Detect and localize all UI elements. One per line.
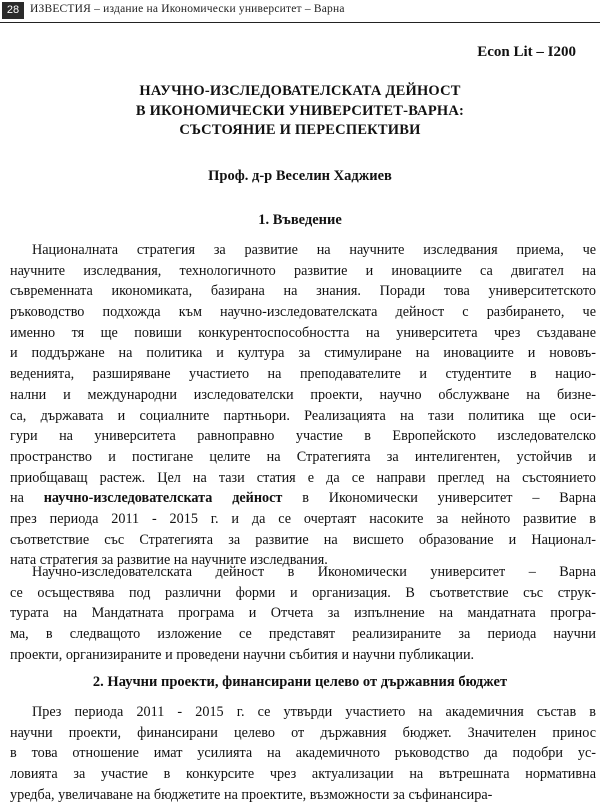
- section-heading-introduction: 1. Въведение: [258, 212, 342, 228]
- text-line: пространство и постигане целите на Стратегията за интелигентен, устойчив и: [10, 448, 596, 465]
- paragraph: [0, 240, 600, 571]
- text-line: нални и международни изследователски проекти, научно обслужване на бизне-: [10, 386, 596, 403]
- text-line: ма, в следващото изложение се представят реализираните за периода научни: [10, 626, 596, 643]
- text-line: именно тя ще повиши конкурентоспособността на университета чрез създаване: [10, 324, 596, 341]
- text-line: са, държавата и социалните партньори. Реализацията на тази политика ще оси-: [10, 407, 596, 424]
- section-heading-state-funded-projects: 2. Научни проекти, финансирани целево от държавния бюджет: [92, 674, 508, 690]
- text-line: Националната стратегия за развитие на научните изследвания приема, че: [32, 242, 596, 258]
- running-title: ИЗВЕСТИЯ – издание на Икономически университет – Варна: [30, 3, 345, 15]
- text-line: в това отношение имат усилията на академичното ръководство да подобри ус-: [10, 745, 596, 762]
- text-line: През периода 2011 - 2015 г. се утвърди участието на академичния състав в: [32, 704, 596, 720]
- text-line: научни проекти, финансирани целево от държавния бюджет. Значителен принос: [10, 724, 596, 741]
- text-line: турата на Мандатната програма и Отчета за изпълнение на мандатната програ-: [10, 605, 596, 622]
- author-name: Проф. д-р Веселин Хаджиев: [208, 168, 392, 184]
- text-line: ръководство подхожда към научно-изследователската дейност с разбирането, че: [10, 304, 596, 321]
- text-line: веденията, разширяване участието на преподавателите и студентите в нацио-: [10, 366, 596, 383]
- text-line: ната стратегия за развитие на научните изследвания.: [10, 552, 328, 569]
- text-line: гури на университета равноправно участие в Европейското изследователско: [10, 428, 596, 445]
- text-line: през периода 2011 - 2015 г. и да се очертаят насоките за нейното развитие в: [10, 510, 596, 527]
- jel-classification-code: Econ Lit – I200: [477, 44, 576, 60]
- text-line: приобщаващ растеж. Цел на тази статия е да се направи преглед на състоянието: [10, 469, 596, 486]
- title-line: СЪСТОЯНИЕ И ПЕРЕСПЕКТИВИ: [179, 122, 421, 138]
- text-line: съвременната икономиката, базирана на знания. Поради това университетското: [10, 283, 596, 300]
- paragraph: [0, 562, 600, 665]
- text-line: и поддържане на политика и култура за стимулиране на иновациите и нововъ-: [10, 345, 596, 362]
- text-line: съответствие със Стратегията за развитие на висшето образование и Национал-: [10, 531, 596, 548]
- text-line: на научно-изследователската дейност в Икономически университет – Варна: [10, 490, 597, 507]
- emphasized-term: научно-изследователската дейност: [43, 490, 283, 507]
- text-line: проекти, организираните и проведени научни събития и научни публикации.: [10, 646, 475, 663]
- text-line: уредба, увеличаване на бюджетите на проектите, възможности за съфинансира-: [10, 786, 493, 803]
- paragraph: [0, 702, 600, 805]
- running-header: [0, 0, 600, 23]
- page-number: 28: [2, 2, 24, 19]
- text-line: ловията за участие в конкурсите чрез актуализации на вътрешната нормативна: [10, 766, 596, 783]
- title-line: НАУЧНО-ИЗСЛЕДОВАТЕЛСКАТА ДЕЙНОСТ: [139, 83, 461, 99]
- title-line: В ИКОНОМИЧЕСКИ УНИВЕРСИТЕТ-ВАРНА:: [135, 102, 465, 119]
- text-line: научните изследвания, технологичното развитие и иновациите са двигател на: [10, 262, 596, 279]
- article-title: [20, 82, 580, 141]
- text-line: Научно-изследователската дейност в Икономически университет – Варна: [32, 564, 596, 580]
- text-line: се осъществява под различни форми и организация. В съответствие със струк-: [10, 584, 596, 601]
